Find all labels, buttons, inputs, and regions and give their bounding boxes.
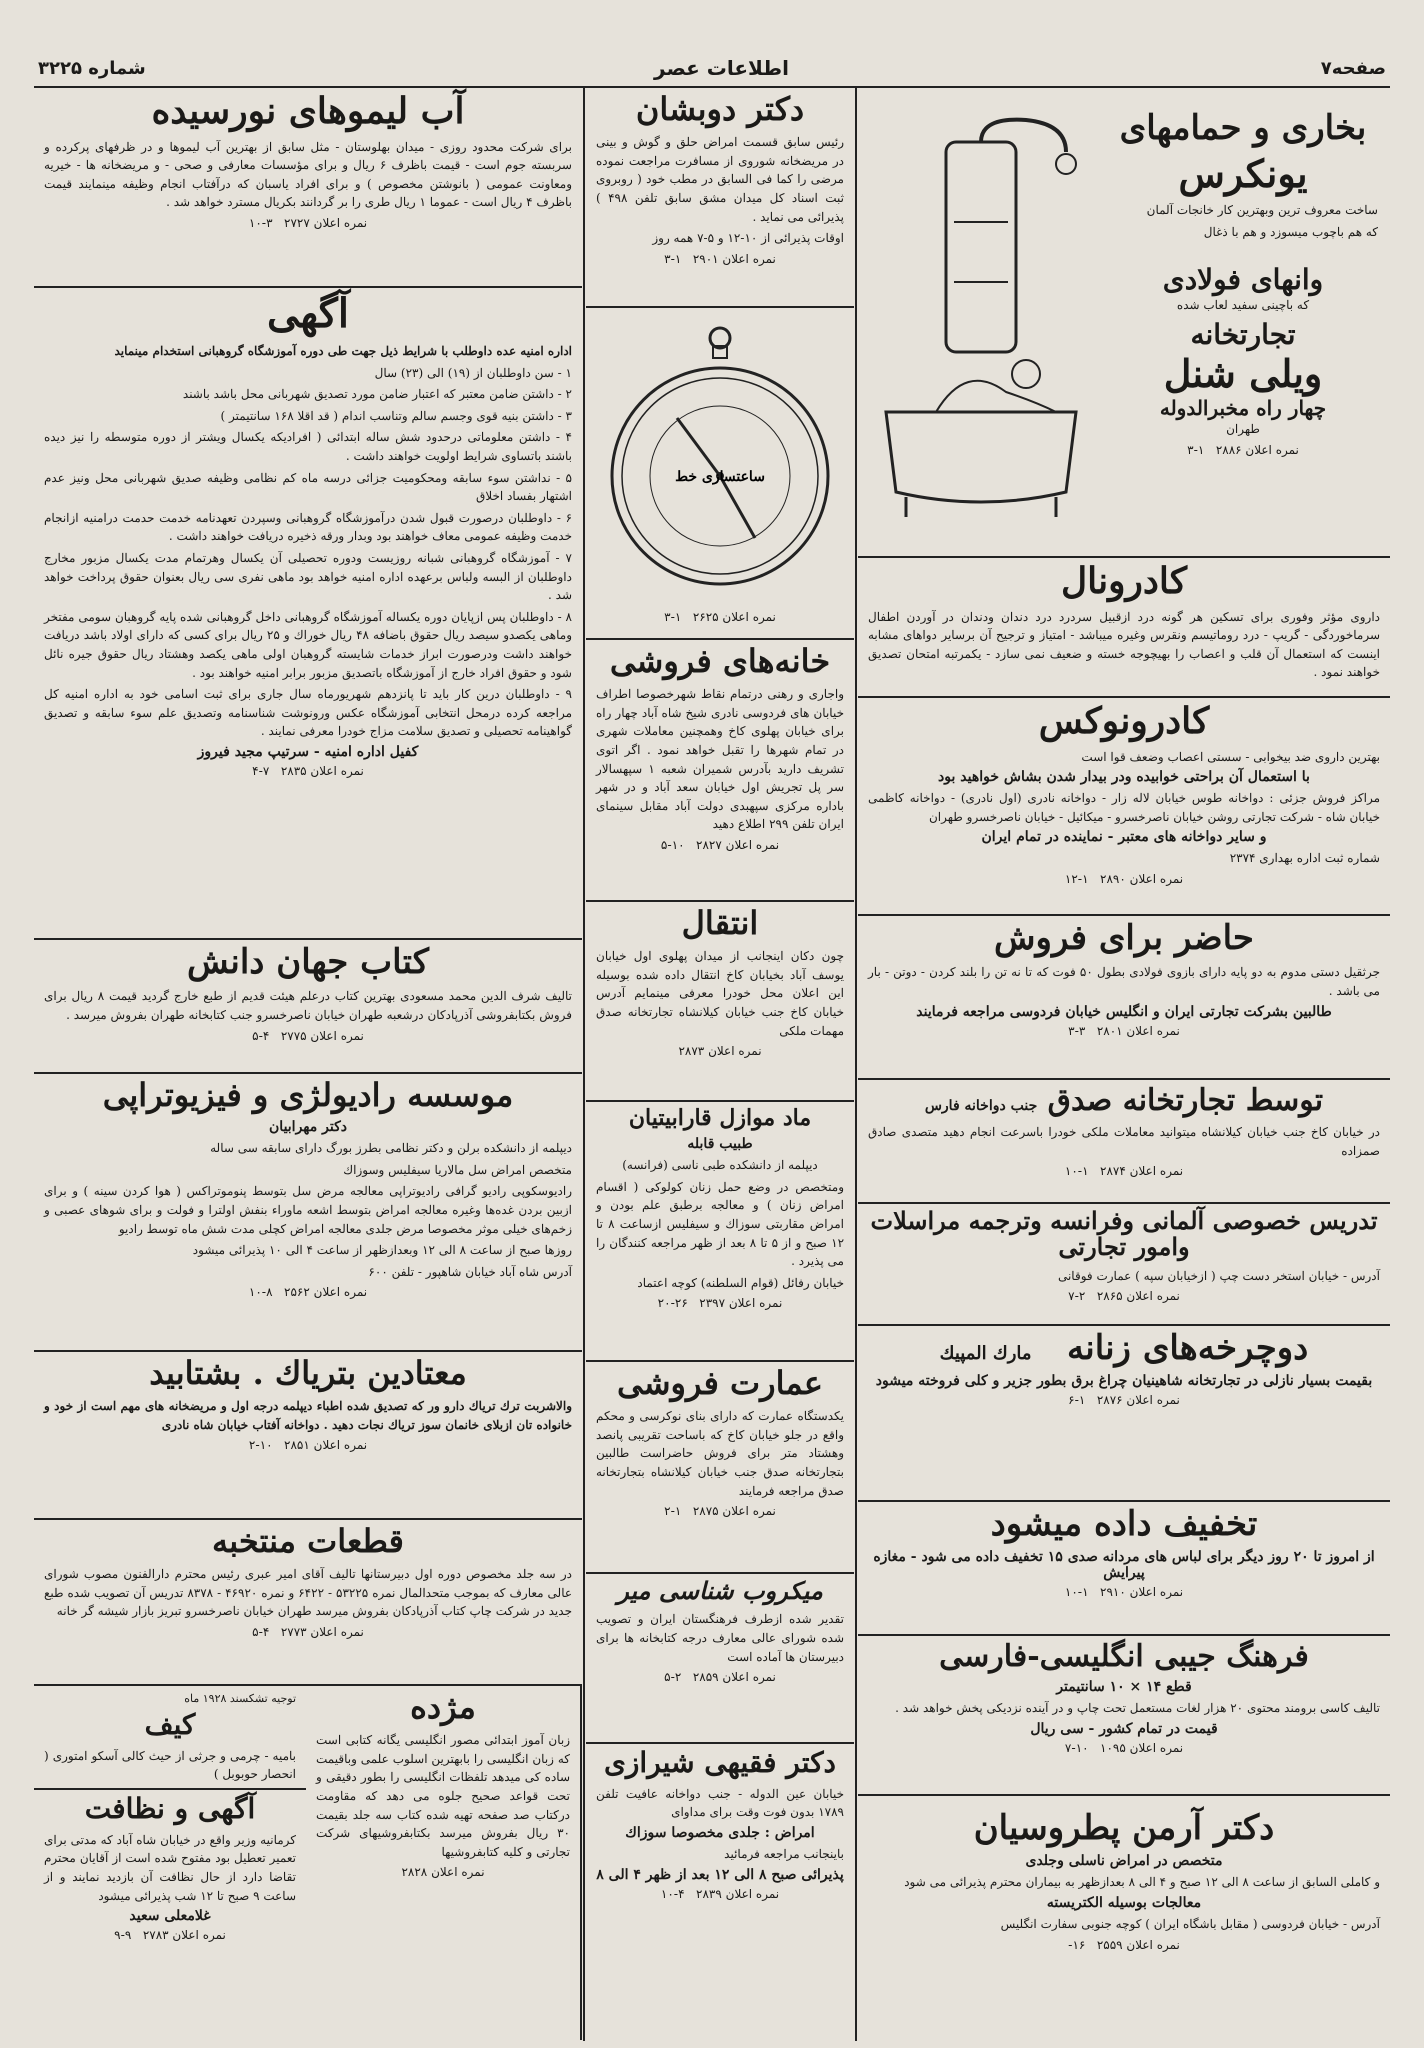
ad-intro: اداره امنیه عده داوطلب با شرایط ذیل جهت طی دوره آموزشگاه گروهبانی استخدام مینماید — [114, 344, 572, 358]
ad-run: ۱-۱۰ — [1064, 1585, 1089, 1600]
ad-text: خیابان عین الدوله - جنب دواخانه عافیت تلفن ۱۷۸۹ بدون فوت وقت برای مداوای — [596, 1786, 844, 1820]
ad-line: وانهای فولادی — [1162, 263, 1324, 297]
ad-run: ۱-۱۲ — [1064, 871, 1089, 886]
ad-text: واجاری و رهنی درتمام نقاط شهرخصوصا اطراف خیابان های فردوسی نادری شیخ شاه آباد چهار راه برای خیابان پهلوی کاخ وهمچنین معاملات شهری در تمام شهرها را تقبل خواهد نمود . اگر اتوی تشریف دارید بآدرس شمیران شعبه ۱ سپهسالار سر پل تجریش اول خیابان سعد آباد و در شهر باداره مرکزی سپهبدی دولت آباد مقابل سینمای ایران تلفن ۲۹۹ اطلاع دهید — [596, 687, 844, 832]
ad-title: دوچرخه‌های زنانه — [1067, 1328, 1309, 1368]
ad-number: نمره اعلان ۲۸۳۹ — [696, 1886, 780, 1901]
ad-text: دیپلمه از دانشکده طبی ناسی (فرانسه) — [622, 1158, 818, 1173]
ad-run: ۱-۳ — [664, 251, 682, 266]
ad-number: نمره اعلان ۲۷۸۳ — [142, 1928, 226, 1943]
ad-text: رادیوسکوپی رادیو گرافی رادیوتراپی معالجه مرض سل بتوسط پنوموتراکس ( هوا کردن سینه ) و برای ازبین بردن غده‌ها وغیره معالجه امراض بتوسط اشعه ماوراء بنفش اولترا و فولت و برای شوهای عصبی و زخم‌های خیلی موثر مخصوصا مرض جلدی معالجه امراض کچلی مدت شش ماه توسط رادیو — [44, 1184, 572, 1236]
newspaper-name: اطلاعات عصر — [654, 56, 789, 80]
ad-number: نمره اعلان ۱۰۹۵ — [1100, 1740, 1184, 1755]
notice-item: ۲ - داشتن ضامن معتبر که اعتبار ضامن مورد تصدیق شهربانی محل باشد باشند — [182, 387, 572, 402]
ad-dr-dubshan — [586, 88, 854, 308]
ad-text: در سه جلد مخصوص دوره اول دبیرستانها تالیف آقای امیر عبری رئیس محترم دارالفنون مصوب شورای عالی معارف که بموجب متحدالمال نمره ۵۳۲۲۵ - ۶۴۲۲ و نمره ۴۶۹۲۰ - ۸۳۷۸ تدریس آن تصویب شده طبع جدید در شرکت چاپ کتاب آذرپادکان بفروش میرسد طهران خیابان ناصرخسرو تبریز بازار شیشه گر خانه — [44, 1567, 573, 1619]
ad-book-jahan-danesh — [34, 940, 582, 1074]
ad-title: توسط تجارتخانه صدق — [1047, 1083, 1324, 1118]
ad-text: بامیه - چرمی و جرثی از حیث کالی آسکو امتوری ( انحصار حوبوبل ) — [44, 1748, 296, 1782]
ad-text: والاشربت ترك تریاك دارو ور که تصدیق شده اطباء دیپلمه درجه اول و مریضخانه های مهم است از خود و خانواده تان ازبلای خانمان سوز تریاك نجات دهید . دواخانه آفتاب خیابان شاه نادری — [44, 1399, 572, 1432]
ad-title: میکروب شناسی میر — [617, 1576, 823, 1605]
notice-item: ۹ - داوطلبان درین کار باید تا پانزدهم شهریورماه سال جاری برای ثبت اسامی خود به اداره امنیه کل مراجعه کرده درمحل انتخابی آموزشگاه عکس ورونوشت شناسنامه وتصدیق علم سوء سابقه و تصدیق گواهینامه تحصیلی و تصدیق سلامت مزاج خودرا معرفی نمایند . — [44, 687, 572, 739]
ad-radiology-institute — [34, 1074, 582, 1352]
page-number: صفحه۷ — [1320, 58, 1386, 79]
ad-hours: پذیرائی صبح ۸ الی ۱۲ بعد از ظهر ۴ الی ۸ — [596, 1866, 844, 1883]
ad-note: توجیه تشکسند ۱۹۲۸ ماه — [184, 1692, 296, 1705]
ad-number: نمره اعلان ۲۸۲۷ — [696, 837, 780, 852]
ad-text: قطع ۱۴ × ۱۰ سانتیمتر — [1056, 1679, 1192, 1695]
ad-highlight: با استعمال آن براحتی خوابیده ودر بیدار شدن بشاش خواهید بود — [938, 769, 1310, 786]
ad-run: ۱۶- — [1068, 1937, 1086, 1952]
ad-text: شماره ثبت اداره بهداری ۲۳۷۴ — [1229, 851, 1380, 866]
ad-text: چون دکان اینجانب از میدان پهلوی اول خیابان یوسف آباد بخیابان کاخ انتقال داده شده بوسیله این اعلان محل خودرا معرفی مینمایم آدرس خیابان کاخ جنب خیابان کیلانشاه تجارتخانه صدق مهمات ملکی — [596, 949, 844, 1038]
ad-number: نمره اعلان ۲۷۲۷ — [284, 215, 368, 230]
ad-title: کادرونوکس — [1038, 700, 1210, 742]
ad-text: در خیابان کاخ جنب خیابان کیلانشاه میتوانید معاملات ملکی خودرا باسرعت انجام دهید متصدی صادق صمزاده — [868, 1125, 1380, 1158]
ad-number: نمره اعلان ۲۶۲۵ — [692, 610, 776, 624]
ad-text: دیپلمه از دانشکده برلن و دکتر نظامی بطرز بورگ دارای سابقه سی ساله — [210, 1141, 572, 1156]
notice-item: ۱ - سن داوطلبان از (۱۹) الی (۲۳) سال — [374, 365, 572, 380]
ad-clockmaker — [586, 308, 854, 640]
ad-run: ۲-۷ — [1068, 1289, 1086, 1304]
ad-number: نمره اعلان ۲۸۵۹ — [692, 1670, 776, 1685]
ad-run: ۳-۱۰ — [248, 215, 273, 230]
ad-subtitle: متخصص در امراض ناسلی وجلدی — [1025, 1853, 1223, 1870]
ad-hours: اوقات پذیرائی از ۱۰-۱۲ و ۵-۷ همه روز — [652, 231, 844, 246]
ad-text: باینجانب مراجعه فرمائید — [724, 1846, 844, 1861]
notice-item: ۸ - داوطلبان پس ازپایان دوره یکساله آموزشگاه گروهبانی داخل گروهبانی شده پایه گروهبان سومی مفتخر وماهی یکصدو سیصد ریال حقوق باضافه ۴۸ ریال خوراك و ۲۵ ریال برای کسی که دارای اولاد باشد دریافت خواهند داشت ودرصورت ابراز خدمات شایسته گروهبان اولی ماهی یکصد وهشتاد ریال حقوق جیره نائل شود و حقوق افراد خارج از آموزشگاه باتصدیق مزبور برابر امنیه خواهند بود . — [44, 609, 572, 680]
ad-text: تالیف کاسی برومند محتوی ۲۰ هزار لغات مستعمل تحت چاپ و در آینده نزدیکی پخش خواهد شد . — [895, 1701, 1380, 1715]
ad-bathhouse-cleaning — [34, 1790, 306, 2040]
ad-number: نمره اعلان ۲۸۶۵ — [1096, 1289, 1180, 1304]
ad-dr-armen — [858, 1796, 1390, 2040]
ad-number: نمره اعلان ۲۸۲۸ — [401, 1865, 485, 1880]
ad-text: زبان آموز ابتدائی مصور انگلیسی یگانه کتابی است که زبان انگلیسی را بابهترین اسلوب علمی وباقیمت ساده کی میدهد تلفظات انگلیسی را بطور دقیقی و تحت قواعد صحیح جلوه می دهد که مقاومت درکتاب صد صفحه تهیه شده کتاب سه جلد بقیمت ۳۰ ریال بفروش میرسد بکتابفروشیهای شرکت تجارتی و کلیه کتابفروشیها — [316, 1733, 570, 1859]
ad-cadronal — [858, 558, 1390, 698]
ad-crane-sale — [858, 916, 1390, 1080]
ad-text: کرمانیه وزیر واقع در خیابان شاه آباد که مدتی برای تعمیر تعطیل بود مفتوح شده است از آقایان محترم تقاضا دارد از حال نظافت آن بازدید نمایند و از ساعت ۹ صبح تا ۱۲ شب پذیرائی میشود — [44, 1832, 296, 1903]
ad-address: چهار راه مخبرالدوله — [1159, 395, 1327, 420]
ad-shop-name: ویلی شنل — [1163, 350, 1323, 396]
ad-run: ۹-۹ — [114, 1928, 132, 1943]
ad-title: عمارت فروشی — [617, 1364, 823, 1402]
ad-text: یکدستگاه عمارت که دارای بنای نوکرسی و محکم واقع در جلو خیابان کاخ که باساحت تقریبی پانصد وهشتاد متر برای فروش حاضراست طالبین بتجارتخانه صدق جنب خیابان کیلانشاه بتجارتخانه صدق مراجعه فرمایند — [596, 1409, 844, 1498]
ad-number: نمره اعلان ۲۸۳۵ — [280, 763, 364, 778]
ad-run: ۱-۲ — [664, 1504, 682, 1519]
issue-number: شماره ۳۲۲۵ — [38, 58, 146, 79]
ad-text: مراکز فروش جزئی : دواخانه طوس خیابان لاله زار - دواخانه نادری (اول نادری) - دواخانه کاظمی خیابان شاه - شرکت تجارتی روشن خیابان ناصرخسرو - میکائیل - خیابان ناصرخسرو طهران — [868, 791, 1380, 824]
notice-signature: کفیل اداره امنیه - سرتیپ مجید فیروز — [197, 743, 419, 760]
ad-pocket-dictionary — [858, 1636, 1390, 1796]
page-header — [34, 52, 1390, 88]
ad-text: برای شرکت محدود روزی - میدان بهلوستان - مثل سابق از بهترین آب لیموها و در ظرفهای پرکرده و سربسته جوم است - قیمت باظرف ۶ ریال و برای مؤسسات معارفی و صحی - و مریضخانه ها - خیریه ومعاونت عمومی ( بانوشتن مخصوص ) و برای افراد یاسبان که درآفتاب انجام وظیفه مینمایند قیمت باظرف ۴ ریال است - عموما ۱ ریال طری را بر گردانند بکریال مسترد خواهد شد . — [44, 139, 572, 210]
ad-number: نمره اعلان ۲۸۷۳ — [678, 1044, 762, 1059]
ad-run: ۸-۱۰ — [248, 1285, 273, 1300]
ad-number: نمره اعلان ۲۸۵۱ — [284, 1438, 368, 1453]
ad-german-tutoring — [858, 1204, 1390, 1326]
ad-number: نمره اعلان ۲۵۵۹ — [1096, 1937, 1180, 1952]
ad-lemon-juice — [34, 88, 582, 288]
ad-text: متخصص امراض سل مالاریا سیفلیس وسوزاك — [343, 1162, 572, 1177]
ad-run: ۱-۳ — [664, 610, 682, 624]
ad-microbiology-book — [586, 1574, 854, 1744]
ad-title: آب لیموهای نورسیده — [151, 90, 465, 132]
clock-center-text: ساعتسازی خط — [675, 469, 765, 485]
ad-text: آدرس - خیابان استخر دست چپ ( ازخیابان سپه ) عمارت فوقانی — [1057, 1268, 1380, 1283]
ad-line: تجارتخانه — [1190, 317, 1296, 351]
ad-title: مژده — [410, 1688, 476, 1726]
ad-text: داروی مؤثر وفوری برای تسکین هر گونه درد ازقبیل سردرد درد دندان ودندان در آوردن اطفال سرماخوردگی - گریپ - درد روماتیسم ونقرس وغیره میباشد - امتیاز و ترجیح آن برسایر دواهای مشابه اینست که استعمال آن قلب و اعصاب را بهیچوجه خسته و ضعیف نمی سازد - یکمرتبه امتحان تصدیق خواهند نمود . — [868, 609, 1380, 680]
ad-number: نمره اعلان ۲۸۷۶ — [1096, 1393, 1180, 1408]
ad-run: ۴-۵ — [252, 1028, 270, 1043]
ad-title: فرهنگ جیبی انگلیسی-فارسی — [939, 1639, 1309, 1674]
column-divider-right — [855, 86, 857, 2041]
ad-title: آگهی — [267, 290, 349, 337]
ad-run: ۱-۳ — [1187, 442, 1205, 457]
ad-city: طهران — [1226, 421, 1260, 436]
ad-title: ماد موازل قارابیتیان — [628, 1105, 812, 1131]
notice-item: ۳ - داشتن بنیه قوی وجسم سالم وتناسب اندام ( قد اقلا ۱۶۸ سانتیمتر ) — [220, 408, 572, 423]
ad-run: ۱۰-۵ — [660, 837, 685, 852]
ad-line: که هم باچوب میسوزد و هم با ذغال — [1203, 224, 1378, 239]
ad-title: انتقال — [681, 904, 759, 942]
ad-brand: مارك المپیك — [939, 1343, 1032, 1364]
ad-title: معتادین بتریاك . بشتابید — [149, 1354, 467, 1392]
ad-mozhdeh — [306, 1686, 582, 2040]
ad-run: ۴-۵ — [252, 1624, 270, 1639]
clock-illustration — [605, 316, 835, 606]
ad-text: بهترین داروی ضد بیخوابی - سستی اعصاب وضعف قوا است — [1081, 749, 1380, 764]
ad-number: نمره اعلان ۲۳۹۷ — [699, 1296, 783, 1311]
ad-price: قیمت در تمام کشور - سی ریال — [1030, 1720, 1218, 1737]
ad-text: و کاملی السابق از ساعت ۸ الی ۱۲ صبح و ۴ الی ۸ بعدازظهر به بیماران محترم پذیرائی می شود — [904, 1875, 1380, 1890]
ad-midwife — [586, 1102, 854, 1362]
ad-title: خانه‌های فروشی — [609, 642, 831, 680]
ad-title: تدریس خصوصی آلمانی وفرانسه وترجمه مراسلات وامور تجارتی — [870, 1206, 1378, 1262]
ad-relocation — [586, 902, 854, 1102]
ad-text: از امروز تا ۲۰ روز دیگر برای لباس های مردانه صدی ۱۵ تخفیف داده می شود - مغازه پیرایش — [873, 1549, 1375, 1582]
ad-line: ساخت معروف ترین وبهترین کار خانجات آلمان — [1146, 203, 1378, 218]
ad-text: ومتخصص در وضع حمل زنان کولوکی ( اقسام امراض زنان ) و معالجه برطبق علم بودن و امراض مقاربتی سوزاك و سیفلیس ازساعت ۸ تا ۱۲ صبح و از ۵ تا ۸ بعد از ظهر مراجعه کنندگان را می پذیرد . — [596, 1179, 845, 1269]
ad-number: نمره اعلان ۲۹۱۰ — [1100, 1585, 1184, 1600]
ad-text: رئیس سابق قسمت امراض حلق و گوش و بینی در مریضخانه شوروی از مسافرت مراجعت نموده مرضی را کما فی السابق در مطب خود ( روبروی ثبت اسناد کل میدان مشق سابق تلفن ۴۹۸ ) پذیرائی می نماید . — [596, 135, 845, 224]
ad-run: ۳-۳ — [1068, 1023, 1086, 1038]
ad-bag — [34, 1686, 306, 1790]
ad-number: نمره اعلان ۲۸۷۴ — [1100, 1164, 1184, 1179]
ad-run: ۲۶-۲۰ — [657, 1296, 688, 1311]
ad-title: موسسه رادیولژی و فیزیوتراپی — [102, 1076, 514, 1114]
ad-run: ۴-۱۰ — [660, 1886, 685, 1901]
ad-discount — [858, 1502, 1390, 1636]
ad-number: نمره اعلان ۲۸۸۶ — [1215, 442, 1299, 457]
ad-title: دکتر آرمن پطروسیان — [973, 1808, 1275, 1848]
ad-title: قطعات منتخبه — [212, 1522, 404, 1560]
ad-run: ۱۰-۲ — [248, 1438, 273, 1453]
ad-run: ۷-۴ — [252, 763, 270, 778]
ad-highlight: طالبین بشرکت تجارتی ایران و انگلیس خیابان فردوسی مراجعه فرمایند — [916, 1003, 1332, 1020]
ad-dr-faqihi — [586, 1744, 854, 2040]
ad-address: آدرس شاه آباد خیابان شاهپور - تلفن ۶۰۰ — [368, 1264, 572, 1279]
ad-run: ۱-۱۰ — [1064, 1164, 1089, 1179]
ad-opium-cure — [34, 1352, 582, 1520]
notice-item: ۶ - داوطلبان درصورت قبول شدن درآموزشگاه گروهبانی وسپردن تعهدنامه خدمت حدمت درامنیه ازانجام خدمت وظیفه عمومی معاف خواهند بود وبدار ورقه ذخیره دریافت خواهند داشت . — [44, 510, 573, 544]
notice-item: ۵ - نداشتن سوء سابقه ومحکومیت جزائی درسه ماه کم نظامی وظیفه صدیق شهربانی محل ونیز عدم اشتهار بفساد اخلاق — [44, 470, 572, 504]
ad-number: نمره اعلان ۲۸۷۵ — [692, 1504, 776, 1519]
ad-address: آدرس - خیابان فردوسی ( مقابل باشگاه ایران ) کوچه جنوبی سفارت انگلیس — [1000, 1916, 1380, 1931]
ad-address: خیابان رفائل (قوام السلطنه) کوچه اعتماد — [637, 1275, 844, 1290]
notice-item: ۴ - داشتن معلوماتی درحدود شش ساله ابتدائی ( افرادیکه یکسال ویشتر از دوره متوسطه را نیز دیده باشند باتساوی شرایط اولویت خواهند داشت . — [44, 430, 572, 463]
ad-hours: روزها صبح از ساعت ۸ الی ۱۲ وبعدازظهر از ساعت ۴ الی ۱۰ پذیرائی میشود — [192, 1243, 572, 1258]
ad-houses-for-sale — [586, 640, 854, 902]
ad-title: دکتر دوبشان — [635, 90, 805, 128]
ad-title: حاضر برای فروش — [994, 918, 1254, 958]
ad-signature: غلامعلی سعید — [129, 1908, 211, 1925]
ad-run: ۱-۶ — [1068, 1393, 1086, 1408]
ad-building-sale — [586, 1362, 854, 1574]
ad-run: ۱۰-۷ — [1064, 1740, 1089, 1755]
ad-number: نمره اعلان ۲۵۶۲ — [284, 1285, 368, 1300]
notice-item: ۷ - آموزشگاه گروهبانی شبانه روزیست ودوره تحصیلی آن یکسال وهرتمام مدت یکسال مزبور مخارج داوطلبان از البسه ولباس برعهده اداره امنیه خواهد بود ماهی نفری سی ریال بعنوان حقوق پرداخت خواهد شد . — [44, 550, 572, 603]
ad-number: نمره اعلان ۲۷۷۵ — [280, 1028, 364, 1043]
ad-subtitle: دکتر مهرابیان — [269, 1119, 347, 1136]
ad-run: ۲-۵ — [664, 1670, 682, 1685]
ad-number: نمره اعلان ۲۸۹۰ — [1100, 871, 1184, 886]
ad-title: کتاب جهان دانش — [187, 942, 429, 982]
ad-selected-pieces — [34, 1520, 582, 1686]
ad-junkers-bath — [858, 88, 1390, 558]
column-divider-left — [583, 86, 585, 2041]
ad-brand: یونکرس — [1178, 151, 1308, 197]
ad-text: جرثقیل دستی مدوم به دو پایه دارای بازوی فولادی بطول ۵۰ فوت که تا نه تن را بلند کردن - دوتن - بار می باشد . — [868, 965, 1380, 998]
ad-text: معالجات بوسیله الکتریسته — [1046, 1894, 1202, 1911]
ad-title: بخاری و حمامهای — [1119, 108, 1367, 148]
ad-title: تخفیف داده میشود — [990, 1504, 1258, 1544]
ad-number: نمره اعلان ۲۹۰۱ — [692, 251, 776, 266]
ad-title: آگهی و نظافت — [84, 1792, 256, 1825]
ad-title: کیف — [144, 1708, 196, 1742]
ad-line: که باچینی سفید لعاب شده — [1176, 298, 1310, 313]
ad-title: کادرونال — [1060, 560, 1188, 602]
ad-text: تالیف شرف الدین محمد مسعودی بهترین کتاب درعلم هیئت قدیم از طبع خارج گردید قیمت ۸ ریال برای فروش بکتابفروشی آذرپادکان درشعبه طهران خیابان ناصرخسرو جنب کتابخانه طهران بفروش میرسد . — [44, 989, 573, 1022]
ad-sadegh-trading — [858, 1080, 1390, 1204]
bath-heater-illustration — [876, 112, 1086, 542]
ad-text: تقدیر شده ازطرف فرهنگستان ایران و تصویب شده شورای عالی معارف درجه کتابخانه ها برای دبیرستان ها آماده است — [596, 1612, 844, 1664]
ad-cadronox — [858, 698, 1390, 916]
ad-subtitle: طبیب قابله — [687, 1136, 753, 1153]
ad-highlight: امراض : جلدی مخصوصا سوزاك — [625, 1824, 815, 1841]
ad-number: نمره اعلان ۲۷۷۳ — [280, 1624, 364, 1639]
ad-subtitle: جنب دواخانه فارس — [924, 1098, 1038, 1114]
ad-ladies-bicycles — [858, 1326, 1390, 1502]
ad-gendarmerie-notice — [34, 288, 582, 940]
ad-highlight: و سایر دواخانه های معتبر - نماینده در تمام ایران — [981, 829, 1267, 846]
ad-number: نمره اعلان ۲۸۰۱ — [1096, 1023, 1180, 1038]
ad-text: بقیمت بسیار نازلی در تجارتخانه شاهینیان چراغ برق بطور جزیر و کلی فروخته میشود — [875, 1373, 1373, 1390]
ad-title: دکتر فقیهی شیرازی — [603, 1746, 836, 1779]
